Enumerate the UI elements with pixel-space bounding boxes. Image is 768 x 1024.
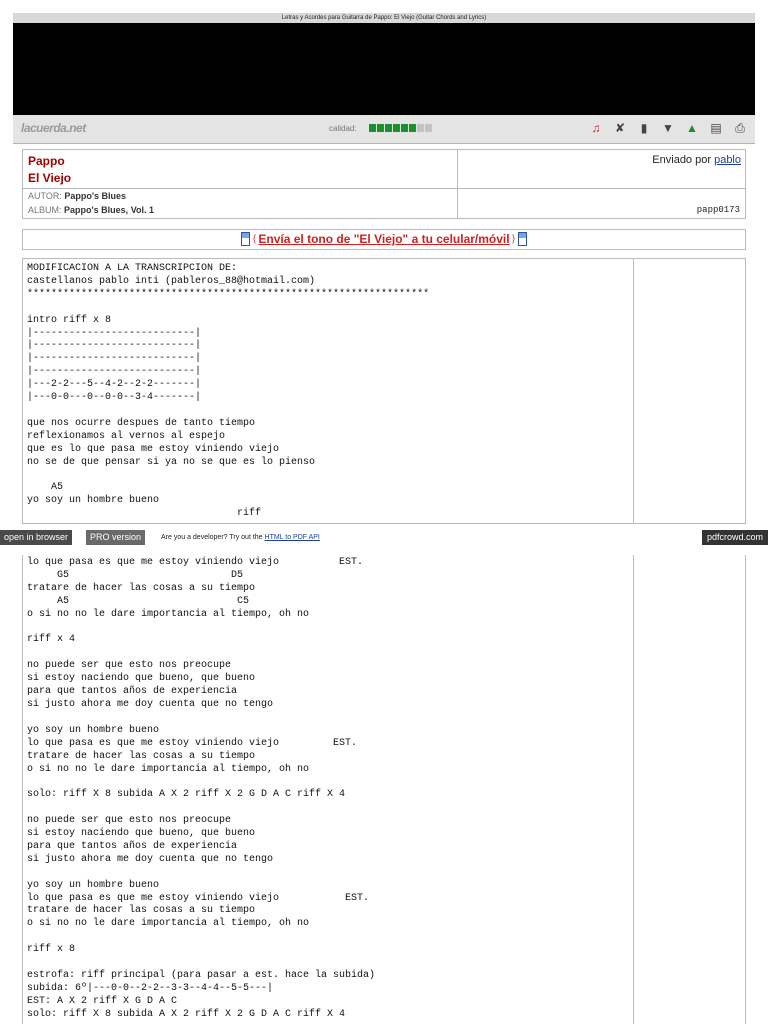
album-row <box>28 205 154 215</box>
quality-box <box>393 124 400 132</box>
author-label: AUTOR: <box>28 191 62 201</box>
piano-icon[interactable]: ▮ <box>640 121 648 135</box>
song-code: papp0173 <box>696 205 740 215</box>
signal-icon-right: ⟩ <box>511 233 516 245</box>
signal-icon: ⟨ <box>252 233 257 245</box>
html-to-pdf-api-link[interactable]: HTML to PDF API <box>264 534 320 541</box>
info-divider-vertical <box>457 150 458 218</box>
site-toolbar <box>13 115 755 144</box>
arrow-down-icon[interactable]: ▼ <box>662 121 674 135</box>
chord-sheet-page-2 <box>22 555 746 1024</box>
song-info-box <box>22 149 746 219</box>
chord-sheet-page-1 <box>22 258 746 524</box>
sent-by-label: Enviado por <box>652 154 712 166</box>
quality-meter <box>369 124 432 132</box>
audio-icon[interactable]: ♫ <box>591 121 601 135</box>
quality-label: calidad: <box>329 124 357 133</box>
quality-box <box>425 124 432 132</box>
open-in-browser-button[interactable]: open in browser <box>0 530 72 545</box>
sent-by <box>652 154 741 166</box>
phone-icon-right <box>518 232 527 246</box>
pdf-footer-bar <box>0 530 768 545</box>
site-logo[interactable]: lacuerda.net <box>21 121 86 135</box>
quality-box <box>385 124 392 132</box>
author-row <box>28 191 126 201</box>
phone-icon <box>241 232 250 246</box>
developer-promo <box>161 530 320 545</box>
print-icon[interactable]: ⎙ <box>735 121 745 135</box>
quality-box <box>409 124 416 132</box>
tool-icons <box>589 121 747 135</box>
ringtone-box <box>22 229 746 250</box>
transpose-icon[interactable]: ▲ <box>686 121 698 135</box>
quality-box <box>401 124 408 132</box>
document-icon[interactable]: ▤ <box>710 121 722 135</box>
developer-text: Are you a developer? Try out the <box>161 534 263 541</box>
chord-sheet-text-1: MODIFICACION A LA TRANSCRIPCION DE: castellanos pablo inti (pableros_88@hotmail.com) ******************************************************************* intro riff x 8 |---------------------------| |---------------------------| |---------------------------| |---------------------------| |---2-2---5--4-2--2-2-------| |---0-0---0--0-0--3-4-------| que nos ocurre despues de tanto tiempo reflexionamos al vernos al espejo que es lo que pasa me estoy viniendo viejo no se de que pensar si ya no se que es lo pienso A5 yo soy un hombre bueno riff <box>27 263 430 520</box>
tools-icon[interactable]: ✘ <box>614 121 626 135</box>
sheet-side-column-2 <box>633 555 634 1024</box>
pro-version-button[interactable]: PRO version <box>86 530 145 545</box>
artist-name[interactable]: Pappo <box>28 154 65 168</box>
sent-by-user-link[interactable]: pablo <box>714 154 741 166</box>
chord-sheet-text-2: lo que pasa es que me estoy viniendo viejo EST. G5 D5 tratare de hacer las cosas a su tiempo A5 C5 o si no no le dare importancia al tiempo, oh no riff x 4 no puede ser que esto nos preocupe si estoy naciendo que bueno, que bueno para que tantos años de experiencia si justo ahora me doy cuenta que no tengo yo soy un hombre bueno lo que pasa es que me estoy viniendo viejo EST. tratare de hacer las cosas a su tiempo o si no no le dare importancia al tiempo, oh no solo: riff X 8 subida A X 2 riff X 2 G D A C riff X 4 no puede ser que esto nos preocupe si estoy naciendo que bueno, que bueno para que tantos años de experiencia si justo ahora me doy cuenta que no tengo yo soy un hombre bueno lo que pasa es que me estoy viniendo viejo EST. tratare de hacer las cosas a su tiempo o si no no le dare importancia al tiempo, oh no riff x 8 estrofa: riff principal (para pasar a est. hace la subida) subida: 6º|---0-0--2-2--3-3--4-4--5-5---| EST: A X 2 riff X G D A C solo: riff X 8 subida A X 2 riff X 2 G D A C riff X 4 <box>27 557 376 1020</box>
ad-banner[interactable] <box>13 23 755 115</box>
sheet-side-column <box>633 259 634 523</box>
song-title: El Viejo <box>28 171 72 185</box>
author-value: Pappo's Blues <box>64 191 127 201</box>
quality-box <box>417 124 424 132</box>
window-title: Letras y Acordes para Guitarra de Pappo: El Viejo (Guitar Chords and Lyrics) <box>13 13 755 23</box>
info-divider-horizontal <box>23 188 745 189</box>
quality-box <box>377 124 384 132</box>
ringtone-link[interactable]: Envía el tono de "El Viejo" a tu celular/móvil <box>258 232 510 246</box>
pdfcrowd-brand[interactable]: pdfcrowd.com <box>702 530 768 545</box>
quality-box <box>369 124 376 132</box>
album-label: ALBUM: <box>28 205 62 215</box>
album-value: Pappo's Blues, Vol. 1 <box>64 205 155 215</box>
